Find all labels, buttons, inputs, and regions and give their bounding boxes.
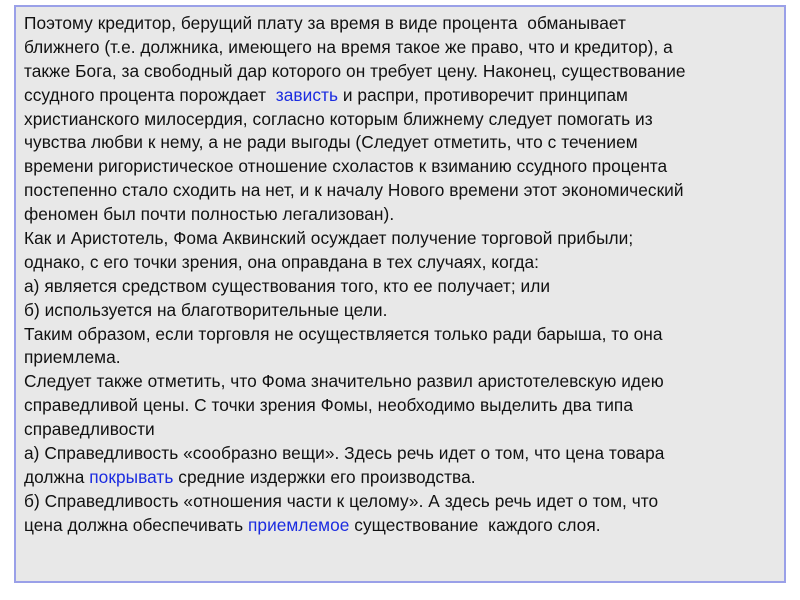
text-line	[24, 466, 784, 490]
text-line	[24, 275, 784, 299]
text-segment: б) Справедливость «отношения части к целому». А здесь речь идет о том, что	[24, 490, 659, 511]
text-segment: ближнего (т.е. должника, имеющего на время такое же право, что и кредитор), а	[24, 36, 673, 57]
text-line	[24, 346, 784, 370]
text-segment: приемлема.	[24, 347, 121, 368]
text-line	[24, 251, 784, 275]
hyperlink[interactable]: приемлемое	[248, 514, 350, 535]
text-segment: Поэтому кредитор, берущий плату за время в виде процента обманывает	[24, 13, 626, 33]
text-line	[24, 36, 784, 60]
text-segment: б) используется на благотворительные цели.	[24, 299, 388, 320]
slide-frame	[14, 5, 786, 583]
text-segment: чувства любви к нему, а не ради выгоды (Следует отметить, что с течением	[24, 132, 638, 153]
text-line	[24, 442, 784, 466]
text-segment: Следует также отметить, что Фома значительно развил аристотелевскую идею	[24, 371, 664, 392]
hyperlink[interactable]: покрывать	[89, 466, 174, 487]
text-segment: существование каждого слоя.	[349, 514, 601, 535]
text-segment: а) является средством существования того, кто ее получает; или	[24, 275, 551, 296]
text-segment: должна	[24, 466, 90, 487]
hyperlink[interactable]: зависть	[275, 84, 339, 105]
text-segment: справедливой цены. С точки зрения Фомы, необходимо выделить два типа	[24, 395, 633, 416]
text-segment: феномен был почти полностью легализован).	[24, 204, 395, 225]
text-line	[24, 299, 784, 323]
text-line	[24, 108, 784, 132]
text-segment: Таким образом, если торговля не осуществляется только ради барыша, то она	[24, 323, 663, 344]
text-line	[24, 84, 784, 108]
text-segment: однако, с его точки зрения, она оправдана в тех случаях, когда:	[24, 251, 539, 272]
slide-text	[24, 12, 784, 538]
text-line	[24, 179, 784, 203]
text-line	[24, 514, 784, 538]
text-segment: Как и Аристотель, Фома Аквинский осуждает получение торговой прибыли;	[24, 228, 634, 249]
text-segment: также Бога, за свободный дар которого он требует цену. Наконец, существование	[24, 60, 686, 81]
text-segment: средние издержки его производства.	[173, 466, 476, 487]
text-segment: а) Справедливость «сообразно вещи». Здесь речь идет о том, что цена товара	[24, 443, 665, 464]
text-segment: справедливости	[24, 419, 155, 440]
text-line	[24, 203, 784, 227]
text-line	[24, 370, 784, 394]
text-line	[24, 394, 784, 418]
text-line	[24, 155, 784, 179]
text-segment: времени ригористическое отношение схоластов к взиманию ссудного процента	[24, 156, 668, 177]
text-line	[24, 12, 784, 36]
text-line	[24, 131, 784, 155]
text-segment: христианского милосердия, согласно которым ближнему следует помогать из	[24, 108, 653, 129]
text-line	[24, 418, 784, 442]
text-segment: постепенно стало сходить на нет, и к началу Нового времени этот экономический	[24, 180, 684, 201]
text-line	[24, 227, 784, 251]
text-line	[24, 323, 784, 347]
text-segment: цена должна обеспечивать	[24, 514, 248, 535]
text-line	[24, 60, 784, 84]
text-segment: ссудного процента порождает	[24, 84, 276, 105]
text-line	[24, 490, 784, 514]
text-segment: и распри, противоречит принципам	[338, 84, 628, 105]
